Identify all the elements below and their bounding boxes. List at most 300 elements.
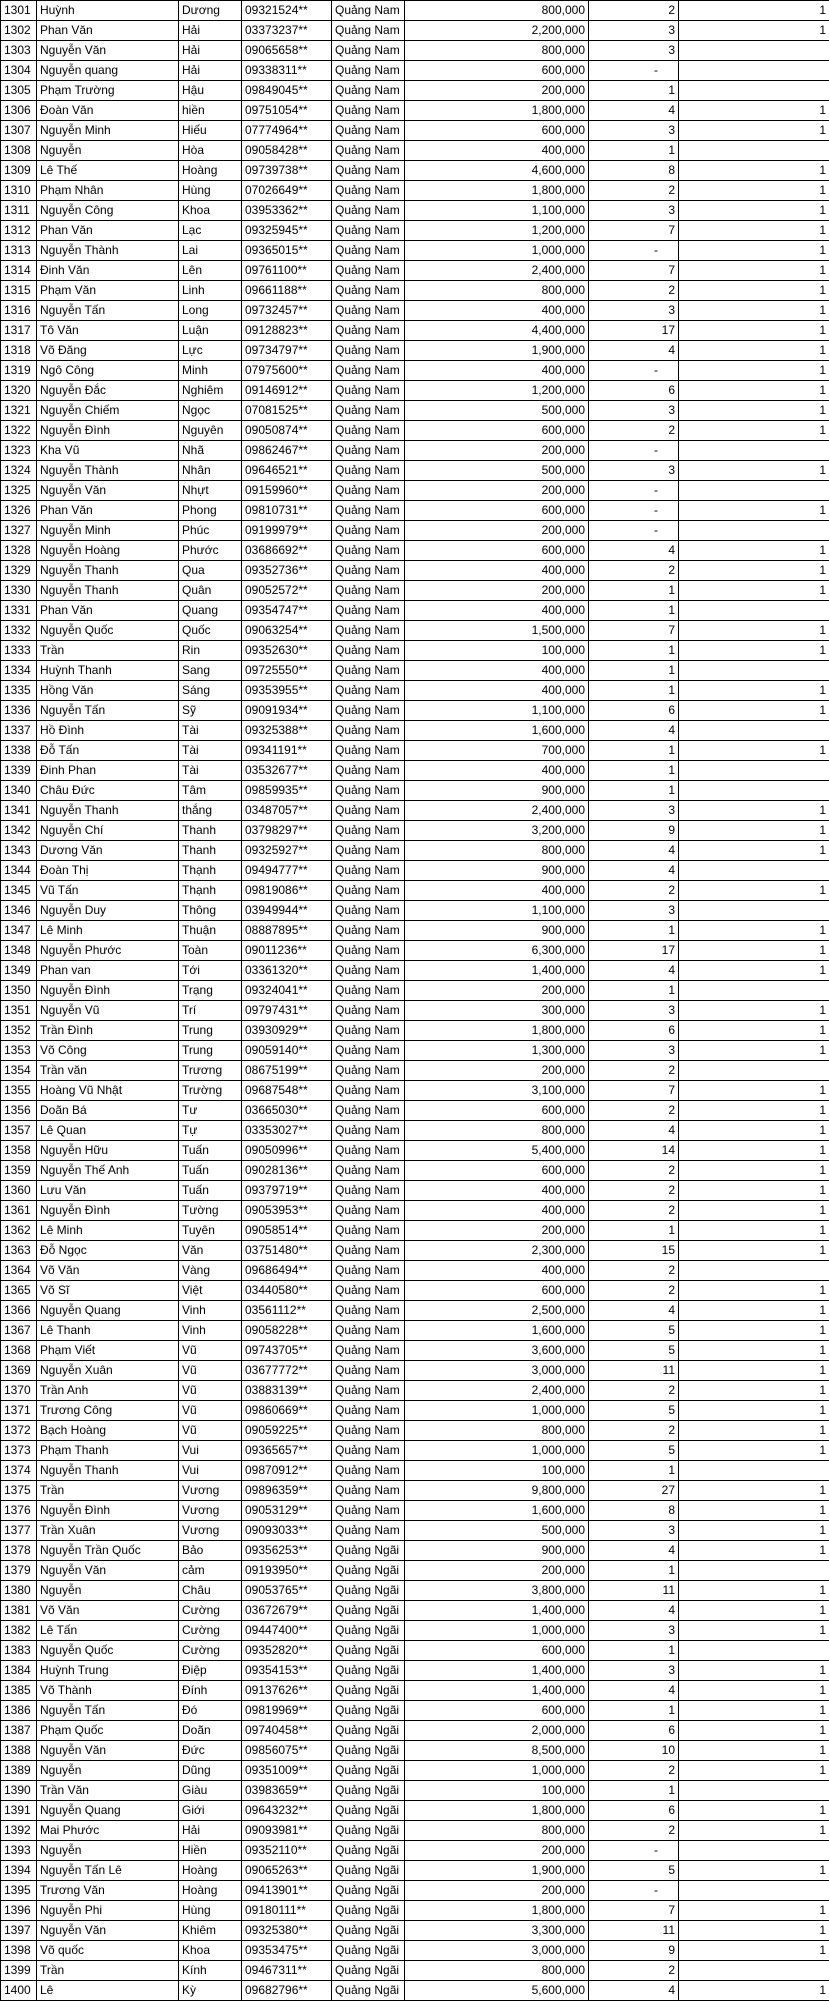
given-name-cell: Cường	[179, 1641, 242, 1661]
province-cell: Quảng Nam	[332, 1361, 405, 1381]
province-cell: Quảng Nam	[332, 901, 405, 921]
count-cell: -	[589, 1841, 679, 1861]
province-cell: Quảng Nam	[332, 661, 405, 681]
given-name-cell: Vàng	[179, 1261, 242, 1281]
flag-cell	[679, 661, 829, 681]
phone-number-cell: 09065658**	[242, 41, 332, 61]
phone-number-cell: 03798297**	[242, 821, 332, 841]
phone-number-cell: 09058228**	[242, 1321, 332, 1341]
table-row	[1, 1201, 829, 1221]
province-cell: Quảng Nam	[332, 1141, 405, 1161]
count-cell: -	[589, 481, 679, 501]
count-cell: 1	[589, 1221, 679, 1241]
amount-cell: 1,500,000	[405, 621, 589, 641]
count-cell: 3	[589, 801, 679, 821]
province-cell: Quảng Ngãi	[332, 1981, 405, 2001]
flag-cell	[679, 481, 829, 501]
family-name-cell: Trần	[37, 1961, 179, 1981]
count-cell: 17	[589, 321, 679, 341]
flag-cell	[679, 721, 829, 741]
row-number-cell: 1313	[1, 241, 37, 261]
province-cell: Quảng Ngãi	[332, 1741, 405, 1761]
amount-cell: 1,800,000	[405, 1021, 589, 1041]
given-name-cell: Tâm	[179, 781, 242, 801]
province-cell: Quảng Nam	[332, 181, 405, 201]
row-number-cell: 1359	[1, 1161, 37, 1181]
flag-cell: 1	[679, 1401, 829, 1421]
phone-number-cell: 09467311**	[242, 1961, 332, 1981]
count-cell: 6	[589, 1021, 679, 1041]
row-number-cell: 1310	[1, 181, 37, 201]
flag-cell: 1	[679, 1981, 829, 2001]
count-cell: 6	[589, 381, 679, 401]
flag-cell: 1	[679, 1541, 829, 1561]
amount-cell: 4,600,000	[405, 161, 589, 181]
family-name-cell: Nguyễn Phước	[37, 941, 179, 961]
province-cell: Quảng Nam	[332, 221, 405, 241]
flag-cell: 1	[679, 1721, 829, 1741]
flag-cell: 1	[679, 161, 829, 181]
amount-cell: 1,100,000	[405, 701, 589, 721]
province-cell: Quảng Ngãi	[332, 1641, 405, 1661]
family-name-cell: Nguyễn Đình	[37, 981, 179, 1001]
amount-cell: 1,100,000	[405, 901, 589, 921]
row-number-cell: 1382	[1, 1621, 37, 1641]
table-row	[1, 1741, 829, 1761]
row-number-cell: 1332	[1, 621, 37, 641]
phone-number-cell: 09353955**	[242, 681, 332, 701]
flag-cell	[679, 1961, 829, 1981]
phone-number-cell: 09325380**	[242, 1921, 332, 1941]
given-name-cell: Hải	[179, 21, 242, 41]
amount-cell: 500,000	[405, 461, 589, 481]
count-cell: 3	[589, 461, 679, 481]
count-cell: 3	[589, 901, 679, 921]
flag-cell	[679, 521, 829, 541]
flag-cell: 1	[679, 961, 829, 981]
amount-cell: 600,000	[405, 1641, 589, 1661]
family-name-cell: Nguyễn Văn	[37, 41, 179, 61]
given-name-cell: Hoàng	[179, 1881, 242, 1901]
phone-number-cell: 09058514**	[242, 1221, 332, 1241]
amount-cell: 400,000	[405, 681, 589, 701]
phone-number-cell: 09338311**	[242, 61, 332, 81]
given-name-cell: Tuấn	[179, 1141, 242, 1161]
amount-cell: 1,000,000	[405, 1621, 589, 1641]
flag-cell: 1	[679, 1621, 829, 1641]
row-number-cell: 1314	[1, 261, 37, 281]
table-row	[1, 1441, 829, 1461]
row-number-cell: 1354	[1, 1061, 37, 1081]
given-name-cell: Nhã	[179, 441, 242, 461]
province-cell: Quảng Nam	[332, 101, 405, 121]
given-name-cell: Tư	[179, 1101, 242, 1121]
phone-number-cell: 09321524**	[242, 1, 332, 21]
amount-cell: 200,000	[405, 1061, 589, 1081]
province-cell: Quảng Nam	[332, 821, 405, 841]
table-row	[1, 1481, 829, 1501]
row-number-cell: 1391	[1, 1801, 37, 1821]
province-cell: Quảng Nam	[332, 381, 405, 401]
table-row	[1, 1901, 829, 1921]
province-cell: Quảng Nam	[332, 861, 405, 881]
province-cell: Quảng Ngãi	[332, 1821, 405, 1841]
flag-cell: 1	[679, 621, 829, 641]
amount-cell: 200,000	[405, 1221, 589, 1241]
province-cell: Quảng Nam	[332, 1241, 405, 1261]
flag-cell	[679, 761, 829, 781]
table-row	[1, 1601, 829, 1621]
province-cell: Quảng Ngãi	[332, 1561, 405, 1581]
phone-number-cell: 09354747**	[242, 601, 332, 621]
table-row	[1, 1921, 829, 1941]
row-number-cell: 1396	[1, 1901, 37, 1921]
table-row	[1, 521, 829, 541]
count-cell: 1	[589, 1461, 679, 1481]
amount-cell: 2,200,000	[405, 21, 589, 41]
amount-cell: 1,100,000	[405, 201, 589, 221]
given-name-cell: Thạnh	[179, 881, 242, 901]
count-cell: 2	[589, 1101, 679, 1121]
row-number-cell: 1376	[1, 1501, 37, 1521]
row-number-cell: 1375	[1, 1481, 37, 1501]
family-name-cell: Nguyễn	[37, 141, 179, 161]
province-cell: Quảng Nam	[332, 141, 405, 161]
flag-cell: 1	[679, 1141, 829, 1161]
given-name-cell: Hoàng	[179, 161, 242, 181]
province-cell: Quảng Nam	[332, 1061, 405, 1081]
flag-cell: 1	[679, 1681, 829, 1701]
given-name-cell: Khoa	[179, 201, 242, 221]
count-cell: 2	[589, 1281, 679, 1301]
amount-cell: 2,400,000	[405, 801, 589, 821]
table-row	[1, 741, 829, 761]
row-number-cell: 1387	[1, 1721, 37, 1741]
flag-cell: 1	[679, 741, 829, 761]
flag-cell: 1	[679, 1741, 829, 1761]
province-cell: Quảng Nam	[332, 1481, 405, 1501]
row-number-cell: 1340	[1, 781, 37, 801]
given-name-cell: Giới	[179, 1801, 242, 1821]
family-name-cell: Vũ Tấn	[37, 881, 179, 901]
flag-cell: 1	[679, 221, 829, 241]
amount-cell: 700,000	[405, 741, 589, 761]
amount-cell: 500,000	[405, 1521, 589, 1541]
amount-cell: 2,300,000	[405, 1241, 589, 1261]
count-cell: 15	[589, 1241, 679, 1261]
amount-cell: 600,000	[405, 61, 589, 81]
phone-number-cell: 09447400**	[242, 1621, 332, 1641]
row-number-cell: 1316	[1, 301, 37, 321]
table-row	[1, 681, 829, 701]
count-cell: 4	[589, 341, 679, 361]
amount-cell: 1,300,000	[405, 1041, 589, 1061]
province-cell: Quảng Nam	[332, 681, 405, 701]
row-number-cell: 1368	[1, 1341, 37, 1361]
given-name-cell: Tuyên	[179, 1221, 242, 1241]
count-cell: 4	[589, 1121, 679, 1141]
phone-number-cell: 09128823**	[242, 321, 332, 341]
amount-cell: 600,000	[405, 501, 589, 521]
phone-number-cell: 09059225**	[242, 1421, 332, 1441]
count-cell: 1	[589, 601, 679, 621]
province-cell: Quảng Nam	[332, 421, 405, 441]
phone-number-cell: 09053765**	[242, 1581, 332, 1601]
phone-number-cell: 03353027**	[242, 1121, 332, 1141]
flag-cell: 1	[679, 1601, 829, 1621]
row-number-cell: 1399	[1, 1961, 37, 1981]
table-row	[1, 1061, 829, 1081]
amount-cell: 1,600,000	[405, 1501, 589, 1521]
given-name-cell: Rin	[179, 641, 242, 661]
table-row	[1, 1981, 829, 2001]
row-number-cell: 1309	[1, 161, 37, 181]
family-name-cell: Phan Văn	[37, 501, 179, 521]
phone-number-cell: 09740458**	[242, 1721, 332, 1741]
flag-cell: 1	[679, 1041, 829, 1061]
province-cell: Quảng Nam	[332, 161, 405, 181]
province-cell: Quảng Ngãi	[332, 1761, 405, 1781]
family-name-cell: Nguyễn Văn	[37, 1741, 179, 1761]
amount-cell: 1,800,000	[405, 1801, 589, 1821]
given-name-cell: Quang	[179, 601, 242, 621]
row-number-cell: 1306	[1, 101, 37, 121]
table-row	[1, 1161, 829, 1181]
table-row	[1, 1141, 829, 1161]
count-cell: 2	[589, 1181, 679, 1201]
family-name-cell: Phạm Viết	[37, 1341, 179, 1361]
family-name-cell: Huỳnh Thanh	[37, 661, 179, 681]
family-name-cell: Nguyễn Chí	[37, 821, 179, 841]
phone-number-cell: 09379719**	[242, 1181, 332, 1201]
given-name-cell: Hoàng	[179, 1861, 242, 1881]
count-cell: 1	[589, 641, 679, 661]
given-name-cell: hiền	[179, 101, 242, 121]
family-name-cell: Võ Văn	[37, 1261, 179, 1281]
amount-cell: 1,800,000	[405, 181, 589, 201]
family-name-cell: Nguyễn Công	[37, 201, 179, 221]
flag-cell: 1	[679, 21, 829, 41]
flag-cell: 1	[679, 361, 829, 381]
row-number-cell: 1342	[1, 821, 37, 841]
flag-cell: 1	[679, 1901, 829, 1921]
given-name-cell: Khoa	[179, 1941, 242, 1961]
flag-cell	[679, 1561, 829, 1581]
row-number-cell: 1304	[1, 61, 37, 81]
row-number-cell: 1370	[1, 1381, 37, 1401]
flag-cell: 1	[679, 1201, 829, 1221]
flag-cell: 1	[679, 581, 829, 601]
table-row	[1, 1761, 829, 1781]
phone-number-cell: 03751480**	[242, 1241, 332, 1261]
count-cell: 2	[589, 1261, 679, 1281]
given-name-cell: Tài	[179, 721, 242, 741]
province-cell: Quảng Nam	[332, 461, 405, 481]
row-number-cell: 1379	[1, 1561, 37, 1581]
row-number-cell: 1324	[1, 461, 37, 481]
given-name-cell: Trung	[179, 1041, 242, 1061]
given-name-cell: Thông	[179, 901, 242, 921]
amount-cell: 200,000	[405, 1841, 589, 1861]
phone-number-cell: 09686494**	[242, 1261, 332, 1281]
table-row	[1, 181, 829, 201]
family-name-cell: Nguyễn Minh	[37, 521, 179, 541]
table-row	[1, 1381, 829, 1401]
row-number-cell: 1369	[1, 1361, 37, 1381]
family-name-cell: Nguyễn Quốc	[37, 1641, 179, 1661]
phone-number-cell: 09810731**	[242, 501, 332, 521]
family-name-cell: Ngô Công	[37, 361, 179, 381]
table-row	[1, 1301, 829, 1321]
phone-number-cell: 09682796**	[242, 1981, 332, 2001]
given-name-cell: Lên	[179, 261, 242, 281]
family-name-cell: Hồ Đình	[37, 721, 179, 741]
province-cell: Quảng Nam	[332, 981, 405, 1001]
count-cell: 1	[589, 741, 679, 761]
province-cell: Quảng Nam	[332, 1, 405, 21]
count-cell: -	[589, 241, 679, 261]
phone-number-cell: 09643232**	[242, 1801, 332, 1821]
given-name-cell: Hải	[179, 41, 242, 61]
province-cell: Quảng Nam	[332, 701, 405, 721]
count-cell: 3	[589, 1521, 679, 1541]
row-number-cell: 1346	[1, 901, 37, 921]
row-number-cell: 1321	[1, 401, 37, 421]
family-name-cell: Đỗ Tấn	[37, 741, 179, 761]
family-name-cell: Châu Đức	[37, 781, 179, 801]
given-name-cell: Cường	[179, 1601, 242, 1621]
province-cell: Quảng Nam	[332, 521, 405, 541]
family-name-cell: Nguyễn Hoàng	[37, 541, 179, 561]
phone-number-cell: 09819969**	[242, 1701, 332, 1721]
flag-cell	[679, 1641, 829, 1661]
count-cell: 3	[589, 1621, 679, 1641]
count-cell: 2	[589, 281, 679, 301]
given-name-cell: Lai	[179, 241, 242, 261]
table-row	[1, 501, 829, 521]
amount-cell: 400,000	[405, 601, 589, 621]
flag-cell: 1	[679, 1801, 829, 1821]
row-number-cell: 1389	[1, 1761, 37, 1781]
flag-cell: 1	[679, 501, 829, 521]
amount-cell: 400,000	[405, 1261, 589, 1281]
province-cell: Quảng Ngãi	[332, 1921, 405, 1941]
phone-number-cell: 09093981**	[242, 1821, 332, 1841]
count-cell: 5	[589, 1321, 679, 1341]
row-number-cell: 1373	[1, 1441, 37, 1461]
table-row	[1, 301, 829, 321]
flag-cell: 1	[679, 561, 829, 581]
amount-cell: 1,200,000	[405, 381, 589, 401]
row-number-cell: 1303	[1, 41, 37, 61]
phone-number-cell: 03677772**	[242, 1361, 332, 1381]
given-name-cell: Nhựt	[179, 481, 242, 501]
count-cell: 2	[589, 1, 679, 21]
row-number-cell: 1312	[1, 221, 37, 241]
phone-number-cell: 09053953**	[242, 1201, 332, 1221]
family-name-cell: Bạch Hoàng	[37, 1421, 179, 1441]
flag-cell: 1	[679, 841, 829, 861]
flag-cell	[679, 1261, 829, 1281]
flag-cell: 1	[679, 201, 829, 221]
family-name-cell: Phan Văn	[37, 221, 179, 241]
table-row	[1, 701, 829, 721]
count-cell: -	[589, 361, 679, 381]
amount-cell: 400,000	[405, 881, 589, 901]
family-name-cell: Võ Sĩ	[37, 1281, 179, 1301]
amount-cell: 200,000	[405, 1881, 589, 1901]
amount-cell: 200,000	[405, 1561, 589, 1581]
flag-cell: 1	[679, 1501, 829, 1521]
province-cell: Quảng Nam	[332, 541, 405, 561]
phone-number-cell: 09862467**	[242, 441, 332, 461]
flag-cell: 1	[679, 1341, 829, 1361]
given-name-cell: Tường	[179, 1201, 242, 1221]
amount-cell: 6,300,000	[405, 941, 589, 961]
given-name-cell: Giàu	[179, 1781, 242, 1801]
phone-number-cell: 09352820**	[242, 1641, 332, 1661]
count-cell: 10	[589, 1741, 679, 1761]
flag-cell: 1	[679, 1821, 829, 1841]
row-number-cell: 1326	[1, 501, 37, 521]
given-name-cell: Lạc	[179, 221, 242, 241]
given-name-cell: Vinh	[179, 1321, 242, 1341]
family-name-cell: Phạm Nhân	[37, 181, 179, 201]
province-cell: Quảng Nam	[332, 501, 405, 521]
count-cell: 2	[589, 1821, 679, 1841]
phone-number-cell: 09860669**	[242, 1401, 332, 1421]
count-cell: 3	[589, 121, 679, 141]
table-row	[1, 961, 829, 981]
flag-cell	[679, 901, 829, 921]
row-number-cell: 1394	[1, 1861, 37, 1881]
row-number-cell: 1385	[1, 1681, 37, 1701]
count-cell: 5	[589, 1861, 679, 1881]
given-name-cell: Tài	[179, 741, 242, 761]
row-number-cell: 1322	[1, 421, 37, 441]
row-number-cell: 1365	[1, 1281, 37, 1301]
table-row	[1, 1581, 829, 1601]
phone-number-cell: 03686692**	[242, 541, 332, 561]
province-cell: Quảng Nam	[332, 61, 405, 81]
given-name-cell: Tự	[179, 1121, 242, 1141]
amount-cell: 600,000	[405, 1101, 589, 1121]
family-name-cell: Nguyễn Chiếm	[37, 401, 179, 421]
row-number-cell: 1323	[1, 441, 37, 461]
table-row	[1, 1221, 829, 1241]
province-cell: Quảng Nam	[332, 961, 405, 981]
family-name-cell: Trương Văn	[37, 1881, 179, 1901]
amount-cell: 600,000	[405, 1161, 589, 1181]
count-cell: 4	[589, 541, 679, 561]
family-name-cell: Nguyễn Quang	[37, 1801, 179, 1821]
row-number-cell: 1364	[1, 1261, 37, 1281]
table-row	[1, 1041, 829, 1061]
family-name-cell: Trần Xuân	[37, 1521, 179, 1541]
family-name-cell: Nguyễn Thanh	[37, 581, 179, 601]
phone-number-cell: 09091934**	[242, 701, 332, 721]
given-name-cell: Sang	[179, 661, 242, 681]
amount-cell: 1,000,000	[405, 1761, 589, 1781]
family-name-cell: Nguyễn quang	[37, 61, 179, 81]
given-name-cell: Toàn	[179, 941, 242, 961]
phone-number-cell: 09356253**	[242, 1541, 332, 1561]
given-name-cell: Điệp	[179, 1661, 242, 1681]
phone-number-cell: 09819086**	[242, 881, 332, 901]
family-name-cell: Nguyễn Tấn	[37, 701, 179, 721]
family-name-cell: Nguyễn Tấn	[37, 1701, 179, 1721]
province-cell: Quảng Nam	[332, 361, 405, 381]
